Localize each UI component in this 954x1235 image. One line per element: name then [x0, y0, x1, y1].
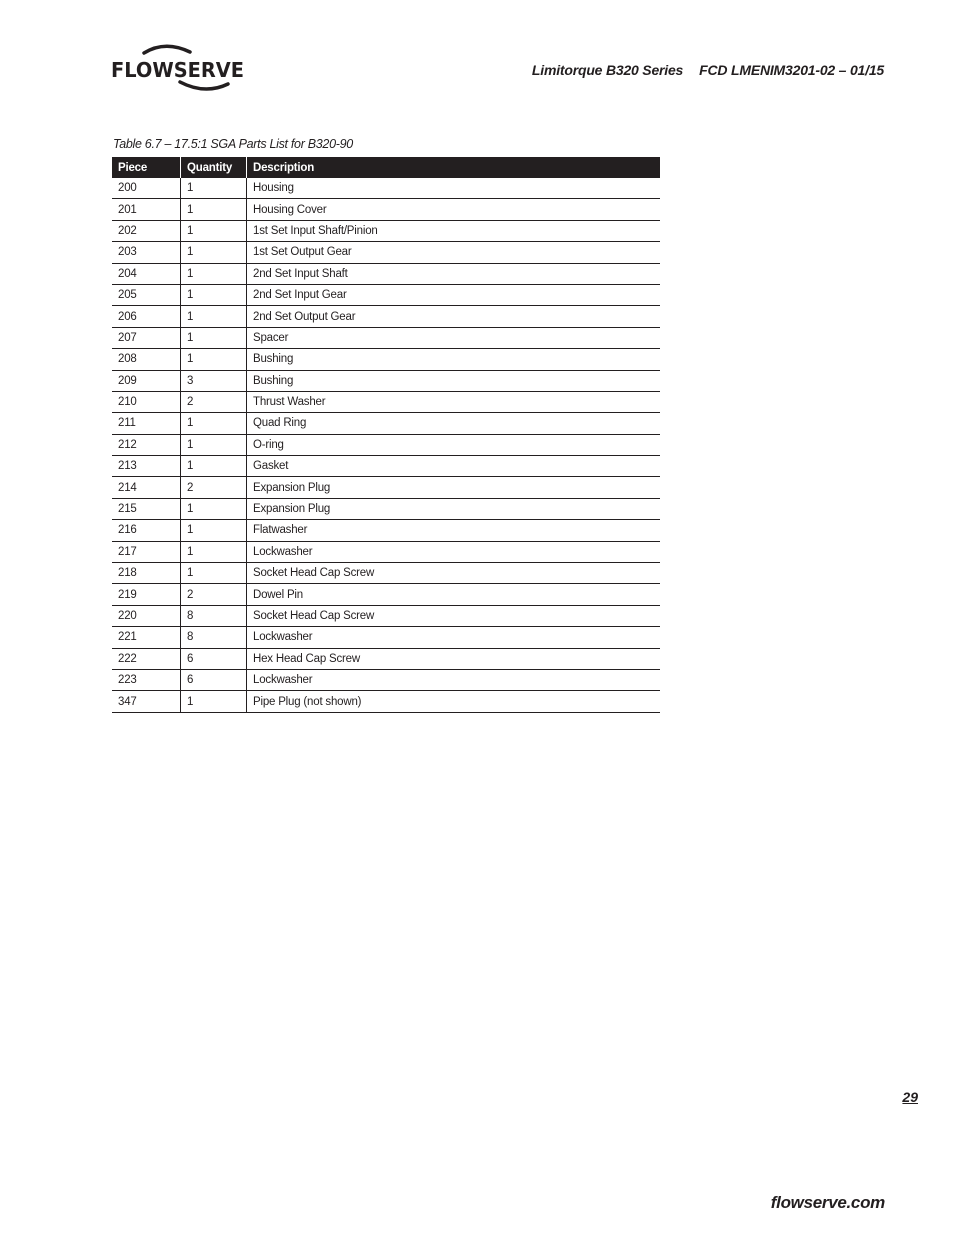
cell-piece: 205	[112, 284, 181, 305]
table-row	[112, 477, 660, 498]
cell-description: Quad Ring	[247, 413, 661, 434]
table-row	[112, 669, 660, 690]
cell-quantity: 6	[181, 648, 247, 669]
table-header-row	[112, 157, 660, 178]
cell-description: Bushing	[247, 349, 661, 370]
cell-description: Lockwasher	[247, 627, 661, 648]
table-row	[112, 263, 660, 284]
cell-piece: 211	[112, 413, 181, 434]
table-row	[112, 434, 660, 455]
cell-description: Lockwasher	[247, 541, 661, 562]
table-body	[112, 178, 660, 712]
table-row	[112, 327, 660, 348]
cell-description: Socket Head Cap Screw	[247, 605, 661, 626]
cell-quantity: 2	[181, 391, 247, 412]
cell-description: Dowel Pin	[247, 584, 661, 605]
cell-quantity: 1	[181, 541, 247, 562]
cell-piece: 213	[112, 456, 181, 477]
cell-quantity: 1	[181, 242, 247, 263]
cell-description: 2nd Set Output Gear	[247, 306, 661, 327]
cell-quantity: 1	[181, 520, 247, 541]
cell-quantity: 1	[181, 284, 247, 305]
table-row	[112, 648, 660, 669]
cell-piece: 219	[112, 584, 181, 605]
cell-piece: 203	[112, 242, 181, 263]
cell-quantity: 1	[181, 434, 247, 455]
cell-quantity: 8	[181, 627, 247, 648]
cell-description: Pipe Plug (not shown)	[247, 691, 661, 712]
cell-piece: 212	[112, 434, 181, 455]
cell-description: Hex Head Cap Screw	[247, 648, 661, 669]
header-title	[532, 62, 884, 78]
cell-piece: 214	[112, 477, 181, 498]
cell-piece: 220	[112, 605, 181, 626]
column-header-description: Description	[247, 157, 661, 178]
cell-description: Spacer	[247, 327, 661, 348]
cell-piece: 200	[112, 178, 181, 199]
cell-description: Thrust Washer	[247, 391, 661, 412]
cell-piece: 222	[112, 648, 181, 669]
cell-quantity: 1	[181, 456, 247, 477]
table-row	[112, 584, 660, 605]
table-caption: Table 6.7 – 17.5:1 SGA Parts List for B320-90	[113, 137, 353, 151]
cell-quantity: 1	[181, 199, 247, 220]
cell-piece: 217	[112, 541, 181, 562]
cell-quantity: 1	[181, 306, 247, 327]
cell-piece: 218	[112, 563, 181, 584]
cell-description: Flatwasher	[247, 520, 661, 541]
cell-piece: 201	[112, 199, 181, 220]
cell-piece: 215	[112, 498, 181, 519]
cell-description: O-ring	[247, 434, 661, 455]
cell-description: Expansion Plug	[247, 498, 661, 519]
cell-piece: 207	[112, 327, 181, 348]
cell-quantity: 8	[181, 605, 247, 626]
flowserve-logo	[110, 42, 250, 96]
table-row	[112, 498, 660, 519]
document-code: FCD LMENIM3201-02 – 01/15	[699, 62, 884, 78]
cell-quantity: 2	[181, 584, 247, 605]
cell-piece: 206	[112, 306, 181, 327]
cell-quantity: 6	[181, 669, 247, 690]
table-row	[112, 456, 660, 477]
table-row	[112, 349, 660, 370]
cell-quantity: 1	[181, 220, 247, 241]
cell-description: Bushing	[247, 370, 661, 391]
table-row	[112, 370, 660, 391]
table-row	[112, 563, 660, 584]
cell-piece: 223	[112, 669, 181, 690]
cell-quantity: 1	[181, 563, 247, 584]
table-row	[112, 541, 660, 562]
cell-quantity: 1	[181, 178, 247, 199]
table-row	[112, 242, 660, 263]
cell-piece: 202	[112, 220, 181, 241]
table-row	[112, 520, 660, 541]
table-row	[112, 605, 660, 626]
cell-piece: 221	[112, 627, 181, 648]
cell-description: 1st Set Output Gear	[247, 242, 661, 263]
cell-piece: 204	[112, 263, 181, 284]
cell-quantity: 1	[181, 498, 247, 519]
table-row	[112, 199, 660, 220]
cell-description: Socket Head Cap Screw	[247, 563, 661, 584]
cell-description: Housing	[247, 178, 661, 199]
cell-piece: 347	[112, 691, 181, 712]
cell-description: 2nd Set Input Shaft	[247, 263, 661, 284]
logo-wordmark: FLOWSERVE	[111, 58, 244, 82]
logo-top-arc	[144, 46, 190, 53]
table-row	[112, 391, 660, 412]
cell-quantity: 3	[181, 370, 247, 391]
table-row	[112, 284, 660, 305]
table-row	[112, 691, 660, 712]
column-header-piece: Piece	[112, 157, 181, 178]
logo-bottom-arc	[180, 82, 228, 89]
cell-quantity: 1	[181, 349, 247, 370]
cell-piece: 210	[112, 391, 181, 412]
cell-piece: 208	[112, 349, 181, 370]
cell-piece: 209	[112, 370, 181, 391]
cell-quantity: 1	[181, 691, 247, 712]
page-number: 29	[902, 1089, 918, 1105]
cell-description: Housing Cover	[247, 199, 661, 220]
table-row	[112, 220, 660, 241]
table-row	[112, 627, 660, 648]
cell-description: Expansion Plug	[247, 477, 661, 498]
table-row	[112, 413, 660, 434]
footer-url: flowserve.com	[770, 1193, 885, 1212]
cell-description: Gasket	[247, 456, 661, 477]
cell-description: 1st Set Input Shaft/Pinion	[247, 220, 661, 241]
cell-quantity: 2	[181, 477, 247, 498]
cell-quantity: 1	[181, 327, 247, 348]
table-row	[112, 306, 660, 327]
series-title: Limitorque B320 Series	[531, 62, 684, 78]
cell-quantity: 1	[181, 413, 247, 434]
cell-description: Lockwasher	[247, 669, 661, 690]
column-header-quantity: Quantity	[181, 157, 247, 178]
parts-list-table	[112, 157, 660, 713]
cell-quantity: 1	[181, 263, 247, 284]
cell-description: 2nd Set Input Gear	[247, 284, 661, 305]
cell-piece: 216	[112, 520, 181, 541]
table-row	[112, 178, 660, 199]
